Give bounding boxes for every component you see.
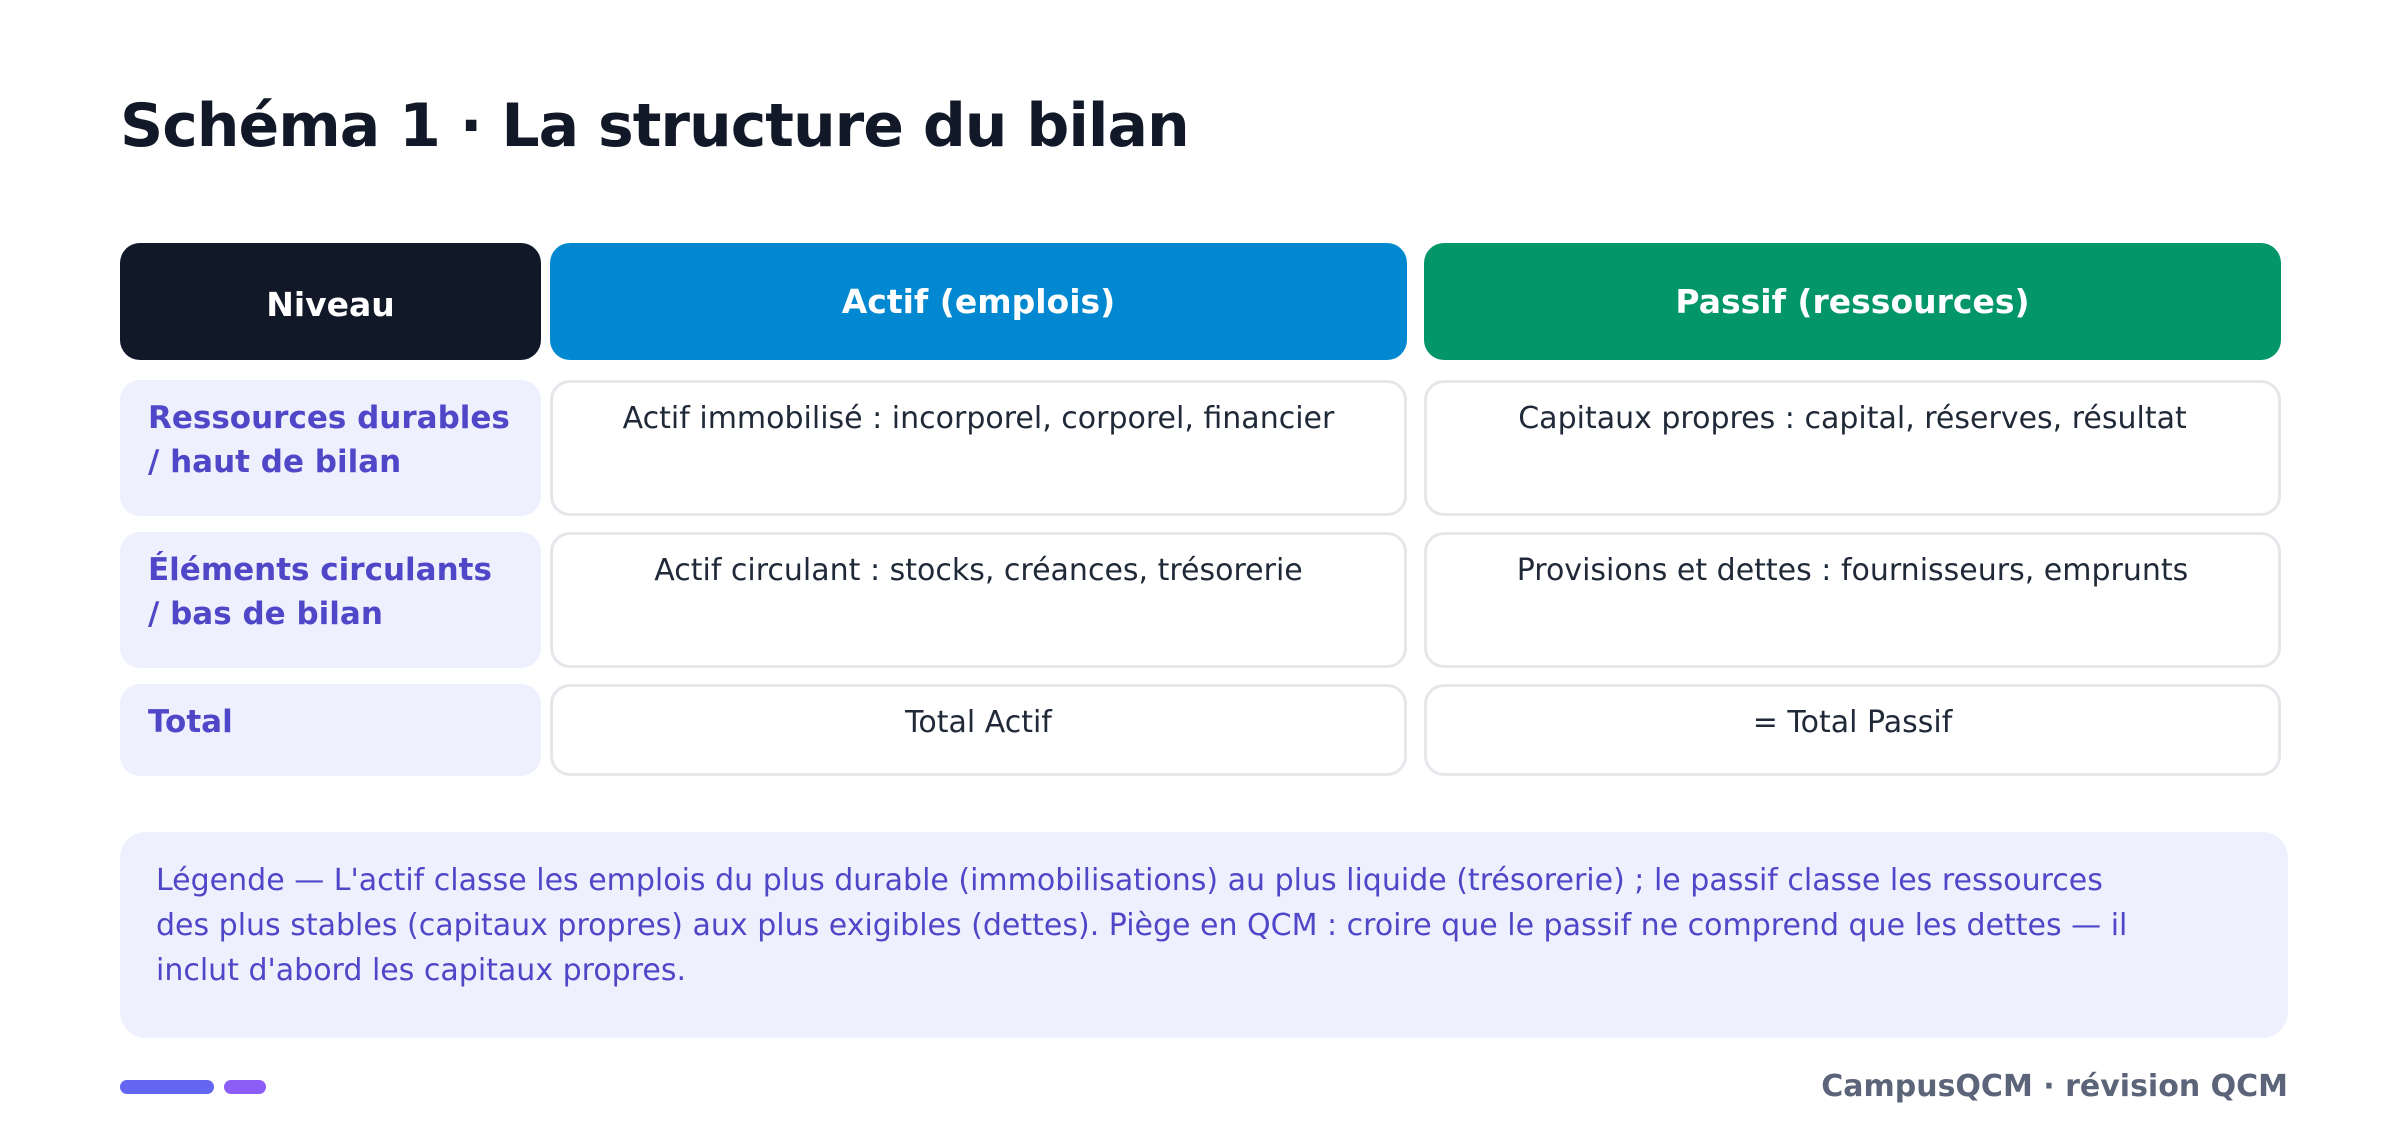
accent-bar-secondary bbox=[224, 1080, 266, 1094]
row-passif-cell: = Total Passif bbox=[1424, 684, 2281, 776]
row-level-label: Ressources durables / haut de bilan bbox=[120, 380, 541, 516]
row-actif-cell: Actif circulant : stocks, créances, trésorerie bbox=[550, 532, 1407, 668]
header-passif: Passif (ressources) bbox=[1424, 243, 2281, 360]
row-level-label: Éléments circulants / bas de bilan bbox=[120, 532, 541, 668]
row-passif-cell: Capitaux propres : capital, réserves, résultat bbox=[1424, 380, 2281, 516]
page-title: Schéma 1 · La structure du bilan bbox=[120, 91, 1189, 161]
row-actif-cell: Total Actif bbox=[550, 684, 1407, 776]
row-actif-cell: Actif immobilisé : incorporel, corporel, financier bbox=[550, 380, 1407, 516]
legend-box bbox=[120, 832, 2288, 1038]
legend-text: Légende — L'actif classe les emplois du plus durable (immobilisations) au plus liquide (trésorerie) ; le passif classe les ressources des plus stables (capitaux propres) aux plus exigibles (dettes). Piège en QCM : croire que le passif ne comprend que les dettes — il inclut d'abord les capitaux propres. bbox=[156, 863, 2128, 988]
header-actif: Actif (emplois) bbox=[550, 243, 1407, 360]
footer-brand: CampusQCM · révision QCM bbox=[1821, 1069, 2288, 1104]
row-passif-cell: Provisions et dettes : fournisseurs, emprunts bbox=[1424, 532, 2281, 668]
accent-bar-primary bbox=[120, 1080, 214, 1094]
header-level: Niveau bbox=[120, 243, 541, 360]
row-level-label: Total bbox=[120, 684, 541, 776]
